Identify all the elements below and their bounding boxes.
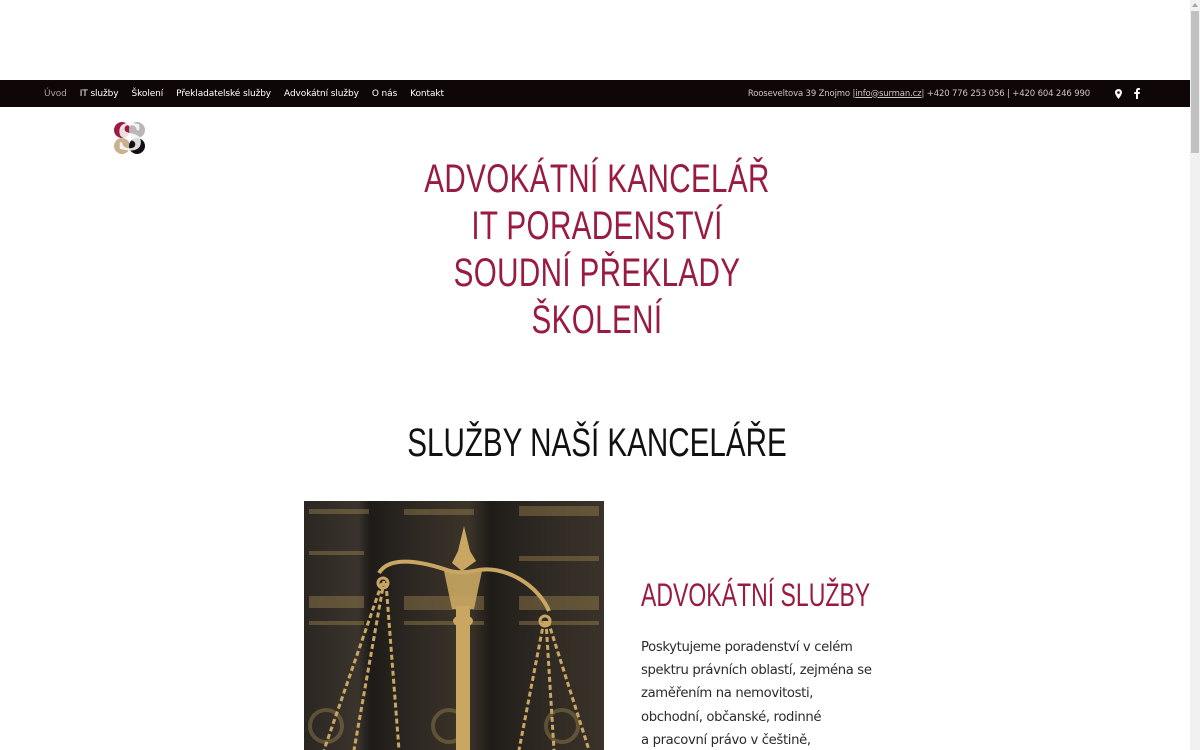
nav-item-skoleni[interactable]: Školení: [131, 88, 164, 99]
service-description: [641, 636, 881, 750]
service-text-line: zaměřením na nemovitosti,: [641, 686, 814, 702]
services-section-title: SLUŽBY NAŠÍ KANCELÁŘE: [407, 421, 787, 465]
top-navbar: [0, 80, 1190, 107]
hero-line-law-office: ADVOKÁTNÍ KANCELÁŘ: [424, 157, 770, 201]
nav-item-advokatni-sluzby[interactable]: Advokátní služby: [284, 88, 359, 99]
service-text-line: Poskytujeme poradenství v celém: [641, 640, 853, 655]
service-text-line: a pracovní právo v češtině,: [641, 732, 811, 748]
main-menu: [44, 89, 457, 99]
map-pin-icon[interactable]: [1115, 89, 1122, 99]
hero-heading: [0, 156, 1190, 344]
contact-info: [748, 80, 1090, 107]
scrollbar-thumb[interactable]: [1191, 11, 1199, 153]
service-text-line: spektru právních oblastí, zejména se: [641, 663, 872, 679]
company-logo[interactable]: [114, 117, 146, 159]
top-spacer: [0, 0, 1190, 80]
scales-of-justice-image: [304, 501, 604, 750]
email-link[interactable]: info@surman.cz: [855, 88, 922, 99]
hero-line-training: ŠKOLENÍ: [531, 298, 663, 342]
nav-item-prekladatelske-sluzby[interactable]: Překladatelské služby: [176, 88, 272, 99]
logo-letter: S: [117, 117, 143, 159]
scroll-up-arrow-icon[interactable]: [1192, 3, 1198, 7]
nav-item-kontakt[interactable]: Kontakt: [410, 88, 444, 99]
service-text-line: obchodní, občanské, rodinné: [641, 709, 822, 725]
service-title: ADVOKÁTNÍ SLUŽBY: [641, 577, 871, 613]
vertical-scrollbar[interactable]: [1190, 0, 1200, 750]
hero-line-court-translations: SOUDNÍ PŘEKLADY: [453, 251, 741, 295]
address-text: Rooseveltova 39 Znojmo |: [747, 88, 856, 99]
nav-item-it-sluzby[interactable]: IT služby: [79, 88, 119, 99]
social-links: [1115, 80, 1140, 107]
phone-numbers: | +420 776 253 056 | +420 604 246 990: [921, 88, 1090, 99]
facebook-icon[interactable]: [1134, 88, 1140, 99]
nav-item-uvod[interactable]: Úvod: [44, 88, 67, 99]
nav-item-o-nas[interactable]: O nás: [371, 88, 398, 99]
hero-line-it-consulting: IT PORADENSTVÍ: [471, 204, 723, 248]
